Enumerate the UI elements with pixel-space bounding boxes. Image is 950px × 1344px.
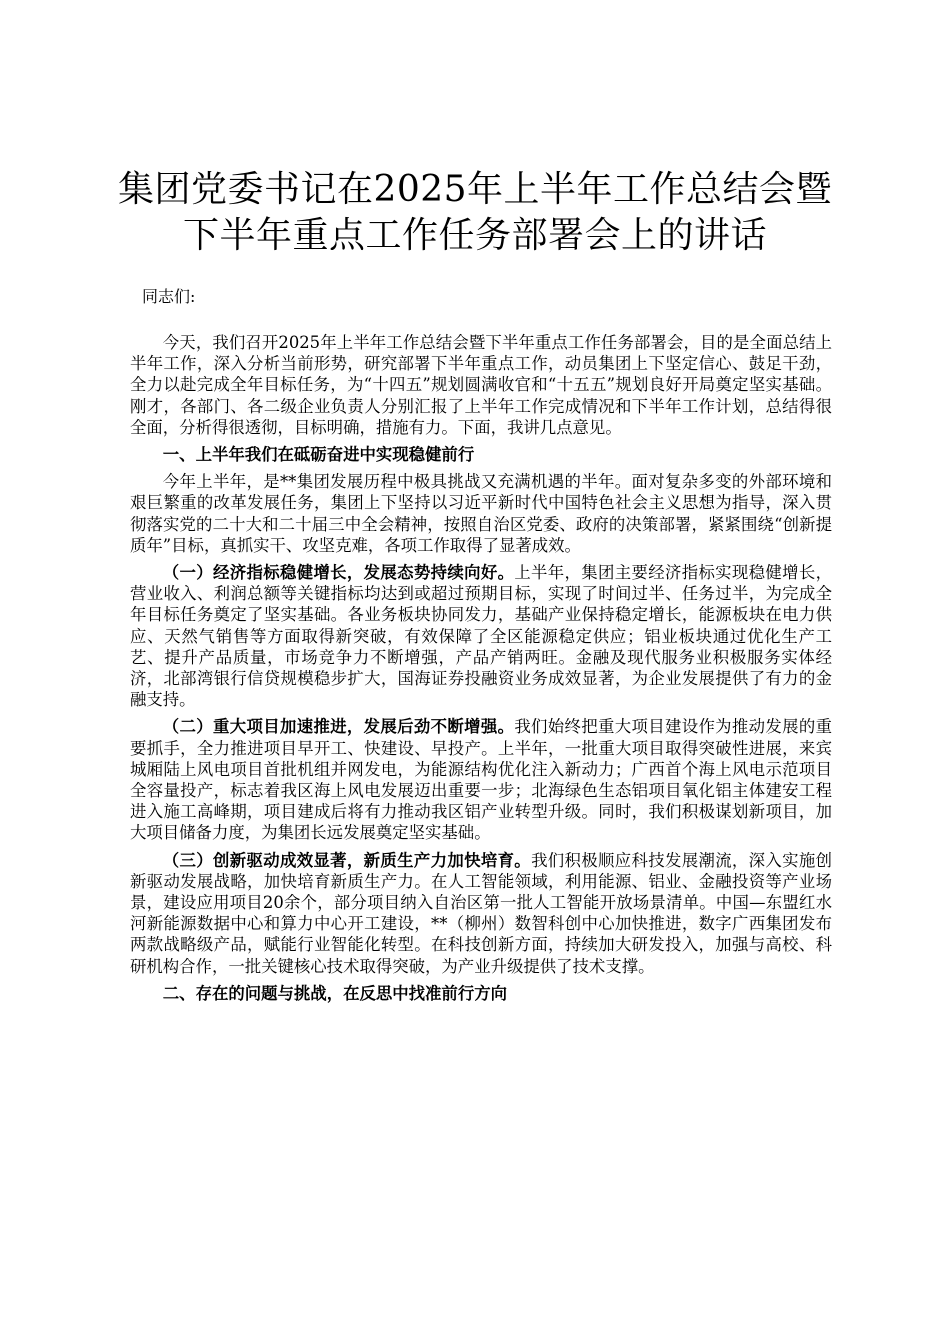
document-body	[130, 332, 832, 1010]
title-line-2: 下半年重点工作任务部署会上的讲话	[182, 215, 767, 256]
title-line-1: 集团党委书记在2025年上半年工作总结会暨	[117, 169, 833, 210]
document-title	[100, 167, 850, 259]
item-2-lead: （二）重大项目加速推进，发展后劲不断增强。	[162, 717, 515, 737]
item-3-lead: （三）创新驱动成效显著，新质生产力加快培育。	[162, 850, 532, 870]
item-1-text: 上半年，集团主要经济指标实现稳健增长，营业收入、利润总额等关键指标均达到或超过预期目标，实现了时间过半、任务过半，为完成全年目标任务奠定了坚实基础。各业务板块协同发力，基础产业保持稳定增长，能源板块在电力供应、天然气销售等方面取得新突破，有效保障了全区能源稳定供应；铝业板块通过优化生产工艺、提升产品质量，市场竞争力不断增强，产品产销两旺。金融及现代服务业积极服务实体经济，北部湾银行信贷规模稳步扩大，国海证券投融资业务成效显著，为企业发展提供了有力的金融支持。	[130, 563, 833, 710]
item-2-text: 我们始终把重大项目建设作为推动发展的重要抓手，全力推进项目早开工、快建设、早投产。上半年，一批重大项目取得突破性进展，来宾城厢陆上风电项目首批机组并网发电，为能源结构优化注入新动力；广西首个海上风电示范项目全容量投产，标志着我区海上风电发展迈出重要一步；北海绿色生态铝项目氧化铝主体建安工程进入施工高峰期，项目建成后将有力推动我区铝产业转型升级。同时，我们积极谋划新项目，加大项目储备力度，为集团长远发展奠定坚实基础。	[130, 717, 833, 843]
item-1-lead: （一）经济指标稳健增长，发展态势持续向好。	[162, 563, 515, 583]
item-3-paragraph	[130, 850, 832, 977]
item-2-paragraph	[130, 716, 832, 843]
section-1-intro-paragraph: 今年上半年，是**集团发展历程中极具挑战又充满机遇的半年。面对复杂多变的外部环境和艰巨繁重的改革发展任务，集团上下坚持以习近平新时代中国特色社会主义思想为指导，深入贯彻落实党的二十大和二十届三中全会精神，按照自治区党委、政府的决策部署，紧紧围绕“创新提质年”目标，真抓实干、攻坚克难，各项工作取得了显著成效。	[130, 472, 832, 555]
item-1-paragraph	[130, 562, 832, 710]
intro-paragraph: 今天，我们召开2025年上半年工作总结会暨下半年重点工作任务部署会，目的是全面总结上半年工作，深入分析当前形势，研究部署下半年重点工作，动员集团上下坚定信心、鼓足干劲，全力以赴完成全年目标任务，为“十四五”规划圆满收官和“十五五”规划良好开局奠定坚实基础。刚才，各部门、各二级企业负责人分别汇报了上半年工作完成情况和下半年工作计划，总结得很全面，分析得很透彻，目标明确，措施有力。下面，我讲几点意见。	[130, 333, 832, 437]
section-2-heading: 二、存在的问题与挑战，在反思中找准前行方向	[162, 983, 507, 1003]
section-1-heading: 一、上半年我们在砥砺奋进中实现稳健前行	[162, 445, 475, 465]
salutation: 同志们:	[142, 287, 196, 306]
item-3-text: 我们积极顺应科技发展潮流，深入实施创新驱动发展战略，加快培育新质生产力。在人工智能领域，利用能源、铝业、金融投资等产业场景，建设应用项目20余个，部分项目纳入自治区第一批人工智能开放场景清单。中国—东盟红水河新能源数据中心和算力中心开工建设，**（柳州）数智科创中心加快推进，数字广西集团发布两款战略级产品，赋能行业智能化转型。在科技创新方面，持续加大研发投入，加强与高校、科研机构合作，一批关键核心技术取得突破，为产业升级提供了技术支撑。	[130, 850, 833, 976]
